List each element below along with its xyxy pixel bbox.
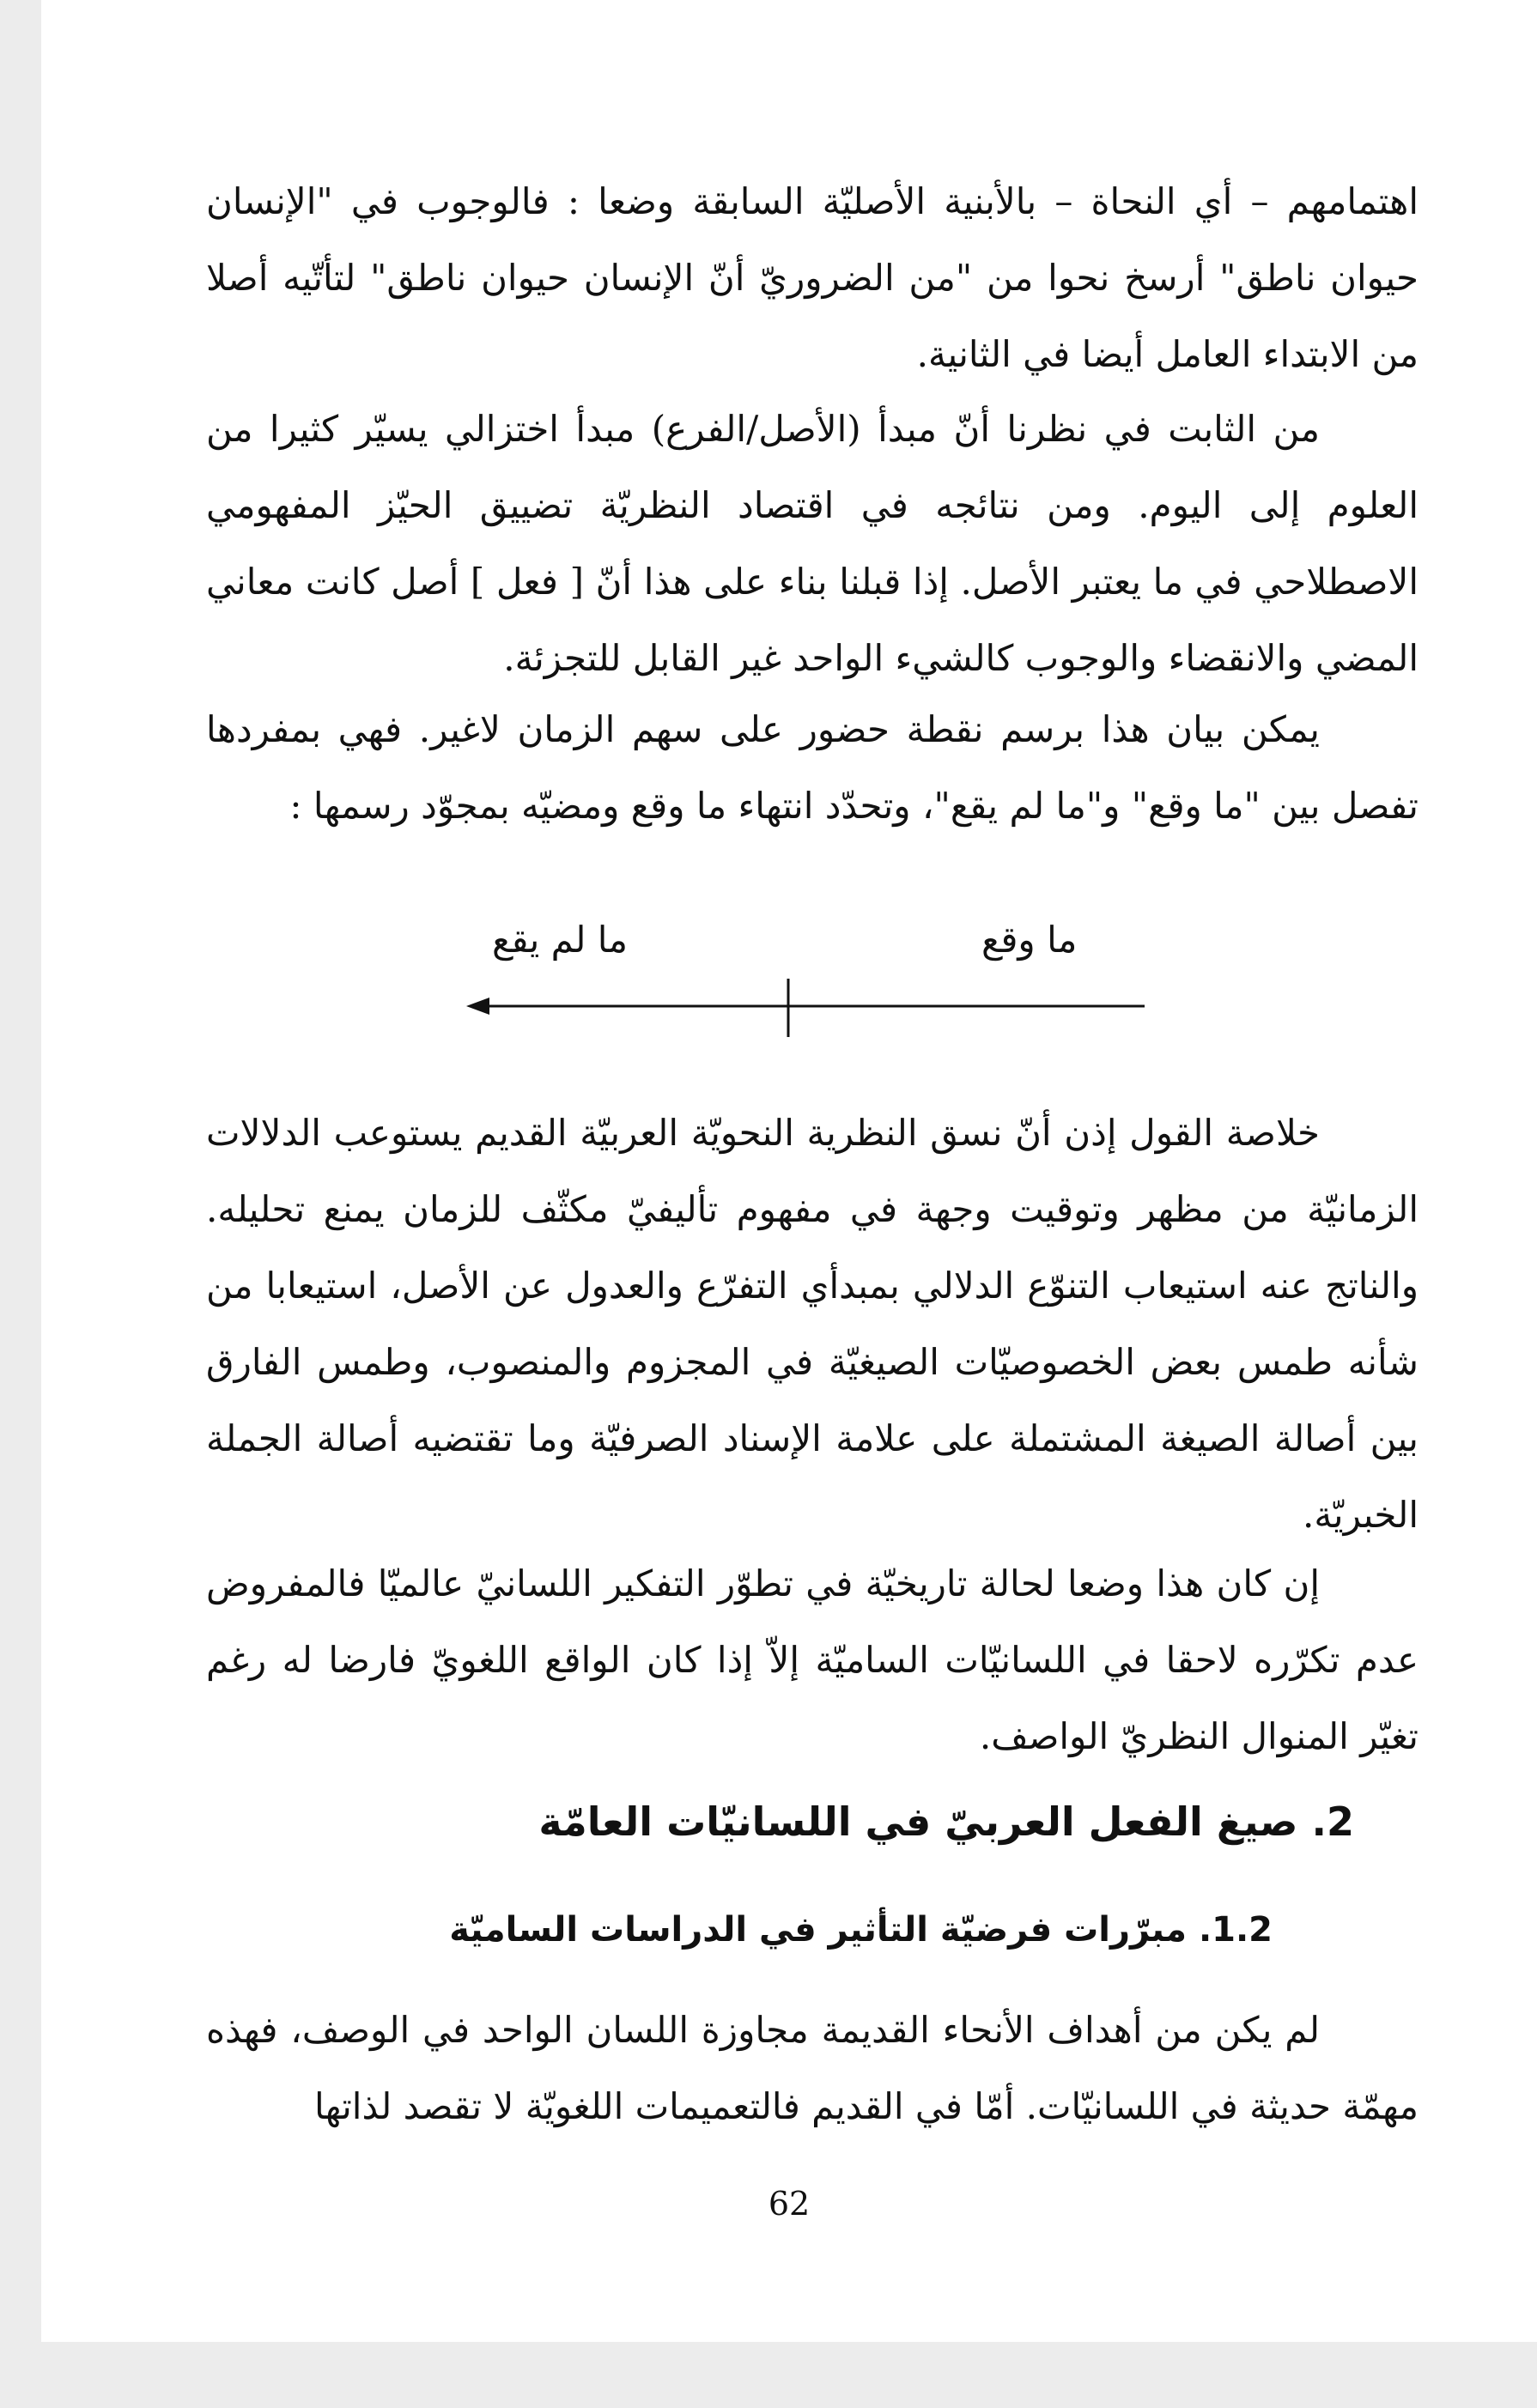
page-number: 62 xyxy=(768,2185,811,2223)
paragraph-1-block xyxy=(206,163,1419,392)
time-arrow-diagram xyxy=(419,901,1192,1073)
paragraph: يمكن بيان هذا برسم نقطة حضور على سهم الزمان لاغير. فهي بمفردها تفصل بين "ما وقع" و"ما لم يقع"، وتحدّد انتهاء ما وقع ومضيّه بمجوّد رسمها : xyxy=(206,708,1419,827)
paragraph: من الثابت في نظرنا أنّ مبدأ (الأصل/الفرع) مبدأ اختزالي يسيّر كثيرا من العلوم إلى اليوم. ومن نتائجه في اقتصاد النظريّة تضييق الحيّز المفهومي الاصطلاحي في ما يعتبر الأصل. إذا قبلنا بناء على هذا أنّ [ فعل ] أصل كانت معاني المضي والانقضاء والوجوب كالشيء الواحد غير القابل للتجزئة. xyxy=(206,408,1419,679)
time-arrow-icon xyxy=(419,901,1192,1073)
paragraph-6-block xyxy=(206,1992,1419,2144)
paragraph-4-block xyxy=(206,1095,1419,1553)
paragraph: اهتمامهم – أي النحاة – بالأبنية الأصليّة السابقة وضعا : فالوجوب في "الإنسان حيوان ناطق" أرسخ نحوا من "من الضروريّ أنّ الإنسان حيوان ناطق" لتأتّيه أصلا من الابتداء العامل أيضا في الثانية. xyxy=(206,180,1419,375)
section-heading: 2. صيغ الفعل العربيّ في اللسانيّات العامّة xyxy=(538,1798,1354,1845)
document-page xyxy=(41,0,1537,2342)
paragraph: إن كان هذا وضعا لحالة تاريخيّة في تطوّر التفكير اللسانيّ عالميّا فالمفروض عدم تكرّره لاحقا في اللسانيّات الساميّة إلاّ إذا كان الواقع اللغويّ فارضا له رغم تغيّر المنوال النظريّ الواصف. xyxy=(206,1562,1419,1757)
label-not-yet: ما لم يقع xyxy=(492,919,629,961)
subsection-heading: 1.2. مبرّرات فرضيّة التأثير في الدراسات الساميّة xyxy=(449,1910,1273,1950)
paragraph-3-block xyxy=(206,691,1419,844)
paragraph-2-block xyxy=(206,391,1419,696)
label-past: ما وقع xyxy=(981,919,1078,961)
paragraph: لم يكن من أهداف الأنحاء القديمة مجاوزة اللسان الواحد في الوصف، فهذه مهمّة حديثة في اللسانيّات. أمّا في القديم فالتعميمات اللغويّة لا تقصد لذاتها xyxy=(206,2009,1419,2127)
paragraph-5-block xyxy=(206,1545,1419,1774)
paragraph: خلاصة القول إذن أنّ نسق النظرية النحويّة العربيّة القديم يستوعب الدلالات الزمانيّة من مظهر وتوقيت وجهة في مفهوم تأليفيّ مكثّف للزمان يمنع تحليله. والناتج عنه استيعاب التنوّع الدلالي بمبدأي التفرّع والعدول عن الأصل، استيعابا من شأنه طمس بعض الخصوصيّات الصيغيّة في المجزوم والمنصوب، وطمس الفارق بين أصالة الصيغة المشتملة على علامة الإسناد الصرفيّة وما تقتضيه أصالة الجملة الخبريّة. xyxy=(206,1112,1419,1536)
